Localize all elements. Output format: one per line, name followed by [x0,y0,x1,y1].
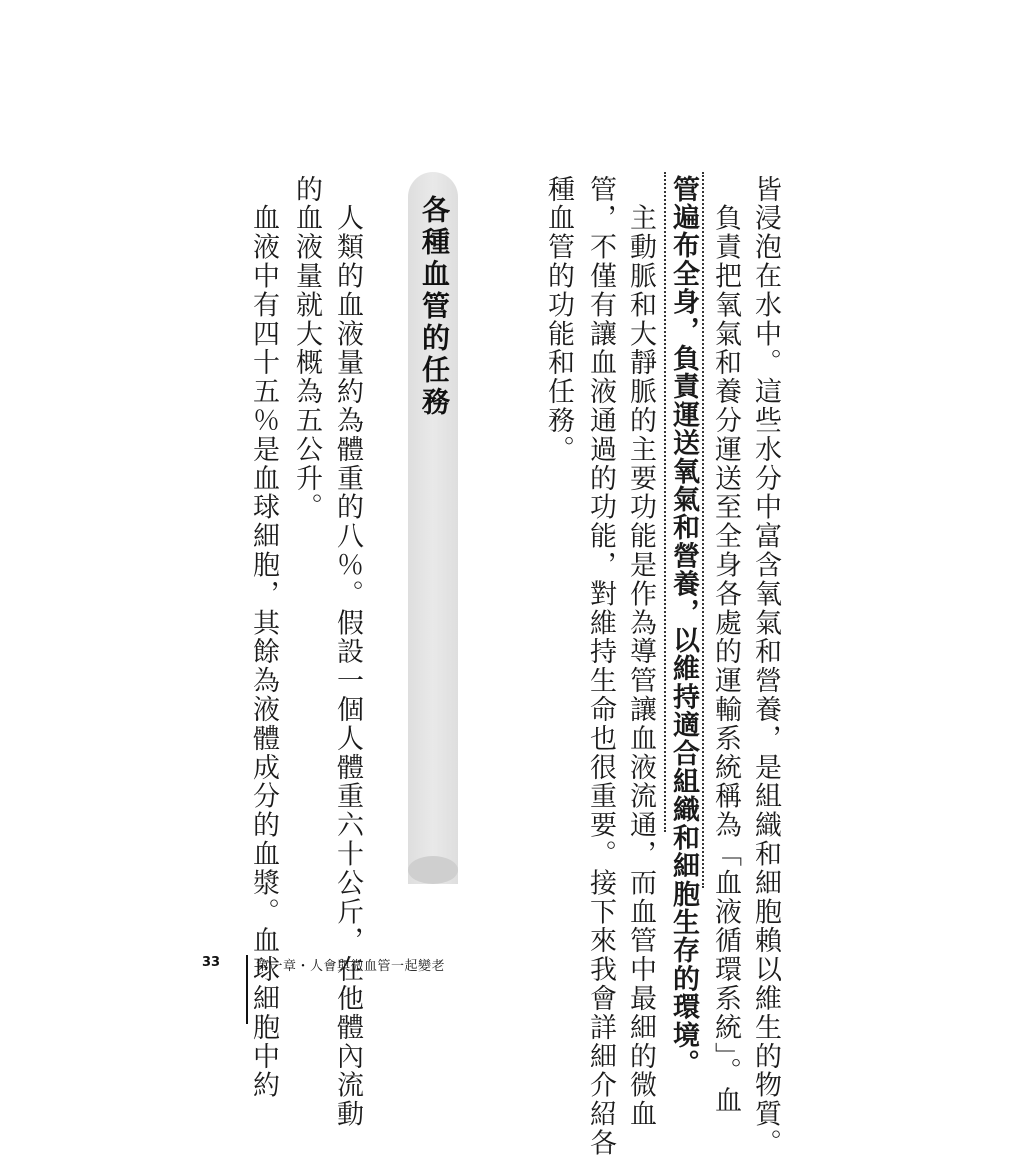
section-heading: 各種血管的任務 [418,195,451,419]
dotted-rule-left [664,172,666,832]
text-column-1: 皆浸泡在水中。這些水分中富含氧氣和營養，是組織和細胞賴以維生的物質。 [750,175,781,1158]
text-column-9: 血液中有四十五％是血球細胞，其餘為液體成分的血漿。血球細胞中約 [248,175,279,1100]
page-number: 33 [202,955,221,970]
dotted-rule-right [702,172,704,888]
heading-tube-bottom [408,856,458,884]
text-column-4: 主動脈和大靜脈的主要功能是作為導管讓血液流通，而血管中最細的微血 [625,175,656,1129]
text-column-7: 人類的血液量約為體重的八％。假設一個人體重六十公斤，在他體內流動 [332,175,363,1129]
text-column-2: 負責把氧氣和養分運送至全身各處的運輸系統稱為「血液循環系統」。血 [710,175,741,1116]
text-column-3-emphasis: 管遍布全身，負責運送氧氣和營養，以維持適合組織和細胞生存的環境。 [668,175,699,1078]
text-column-5: 管，不僅有讓血液通過的功能，對維持生命也很重要。接下來我會詳細介紹各 [585,175,616,1158]
text-column-8: 的血液量就大概為五公升。 [291,175,322,522]
text-column-6: 種血管的功能和任務。 [543,175,574,464]
footer-divider [246,955,248,1024]
chapter-title: 第一章・人會與微血管一起變老 [256,959,446,974]
